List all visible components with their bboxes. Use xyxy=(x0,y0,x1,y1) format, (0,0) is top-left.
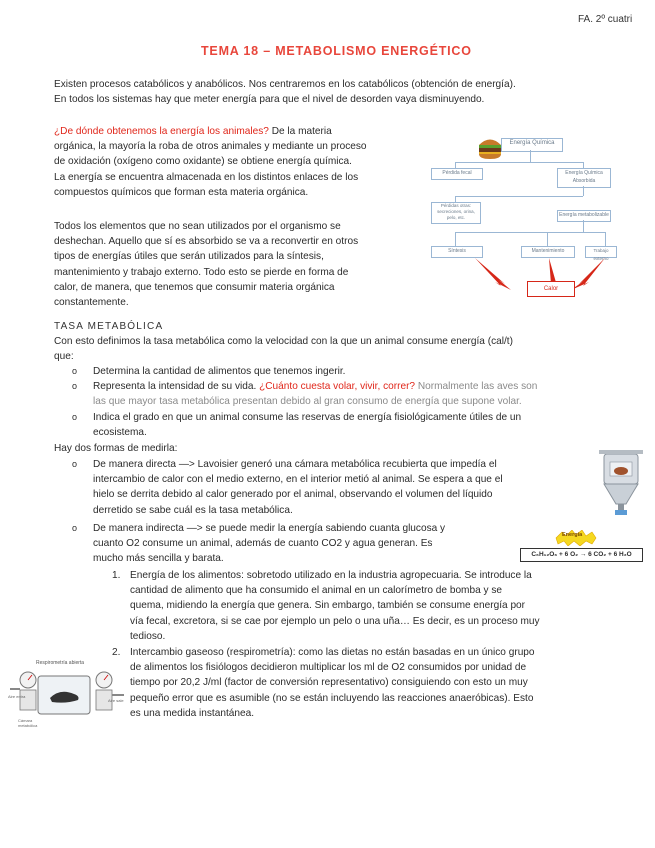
list-item: 1. Energía de los alimentos: sobretodo utilizado en la industria agropecuaria. Se introduce la cantidad de alimento que ha consumido el animal en un calorímetro de bomba y se quema, midiendo la energía que genera. Sin embargo, también se consume energía por vía fecal, excretora, si se cae por ejemplo un pelo o una uña… Es decir, es un proceso muy tedioso. xyxy=(112,570,540,642)
equation-box: C₆H₁₂O₆ + 6 O₂ → 6 CO₂ + 6 H₂O xyxy=(520,548,643,562)
waste-paragraph: Todos los elementos que no sean utilizados por el organismo se deshechan. Aquello que sí es absorbido se va a reconvertir en otros tipos de energías útiles que serán utilizados para la síntesis, mantenimiento y trabajo externo. Todo esto se pierde en forma de calor, de manera, que tenemos que consumir materia orgánica constantemente. xyxy=(54,221,359,309)
course-label: FA. 2º cuatri xyxy=(578,14,633,25)
diagram-top-box: Energía Química xyxy=(501,138,563,152)
list-item: 2. Intercambio gaseoso (respirometría): como las dietas no están basadas en un único grupo de alimentos los fisiólogos decidieron multiplicar los ml de O2 consumidos por unidad de tiempo por 20,2 J/ml (factor de conversión representativo) consiguiendo con esto un muy pequeño error que es asumible (no se están incluyendo las reacciones anaeróbicas). Esto es una medida instantánea. xyxy=(112,647,535,719)
list-item: o Indica el grado en que un animal consume las reservas de energía fisiológicamente útiles de un ecosistema. xyxy=(72,411,522,438)
diagram-absorbed-box: Energía Química Absorbida xyxy=(557,168,611,188)
air-in-label: Aire entra xyxy=(8,694,26,699)
respirometer-title: Respirometría abierta xyxy=(36,660,85,666)
intro-line: Existen procesos catabólicos y anabólicos. Nos centraremos en los catabólicos (obtención de energía). xyxy=(54,79,516,90)
burger-icon xyxy=(477,134,503,160)
intro-line: En todos los sistemas hay que meter energía para que el nivel de desorden vaya disminuyendo. xyxy=(54,94,485,106)
intro-paragraph xyxy=(54,77,609,107)
list-item: o Determina la cantidad de alimentos que tenemos ingerir. xyxy=(72,366,346,377)
air-out-label: Aire sale xyxy=(108,698,124,703)
diagram-other-losses-box: Pérdidas otras: secreciones, orina, pelo, etc. xyxy=(431,202,481,224)
diagram-maintenance-box: Mantenimiento xyxy=(521,246,575,258)
tasa-bullet-list xyxy=(72,364,607,440)
diagram-work-box: Trabajo externo xyxy=(585,246,617,258)
diagram-fecal-box: Pérdida fecal xyxy=(431,168,483,180)
list-item: o De manera directa —> Lavoisier generó una cámara metabólica recubierta que impedía el intercambio de calor con el medio externo, en el interior metió al animal. Se espera a que el hielo se derrita debido al calor generado por el animal, observando el volumen del líquido derretido se sabe cuál es la tasa metabólica. xyxy=(72,459,503,516)
list-item: o De manera indirecta —> se puede medir la energía sabiendo cuanta glucosa y cuanto O2 consume un animal, además de cuanto CO2 y agua generan. Es mucho más sencilla y barata. xyxy=(72,523,446,565)
energy-source-paragraph: ¿De dónde obtenemos la energía los animales? De la materia orgánica, la mayoría la roba de otros animales y mediante un proceso de oxidación (oxígeno como oxidante) se obtiene energía química. La energía se encuentra almacenada en los distintos enlaces de los compuestos químicos que forman esta materia orgánica. xyxy=(54,126,367,198)
diagram-metabolizable-box: Energía metabolizable xyxy=(557,210,611,222)
calorimeter-illustration xyxy=(598,448,644,518)
diagram-synthesis-box: Síntesis xyxy=(431,246,483,258)
respiration-equation: Energía C₆H₁₂O₆ + 6 O₂ → 6 CO₂ + 6 H₂O xyxy=(520,530,643,564)
formas-intro: Hay dos formas de medirla: xyxy=(54,443,178,454)
diagram-heat-box: Calor xyxy=(527,281,575,297)
chamber-label: Cámara metabólica xyxy=(18,718,38,728)
list-item: o Representa la intensidad de su vida. ¿Cuánto cuesta volar, vivir, correr? Normalmente las aves son las que mayor tasa metabólica presentan debido al gran consumo de energía que supone volar. xyxy=(72,381,538,408)
respirometer-illustration xyxy=(8,660,126,732)
energy-question: ¿De dónde obtenemos la energía los animales? xyxy=(54,126,269,137)
section-heading-tasa: TASA METABÓLICA xyxy=(54,321,164,332)
energy-flow-diagram xyxy=(427,126,615,312)
tasa-definition: Con esto definimos la tasa metabólica como la velocidad con la que un animal consume energía (cal/t) que: xyxy=(54,336,513,363)
page-title: TEMA 18 – METABOLISMO ENERGÉTICO xyxy=(201,44,472,58)
